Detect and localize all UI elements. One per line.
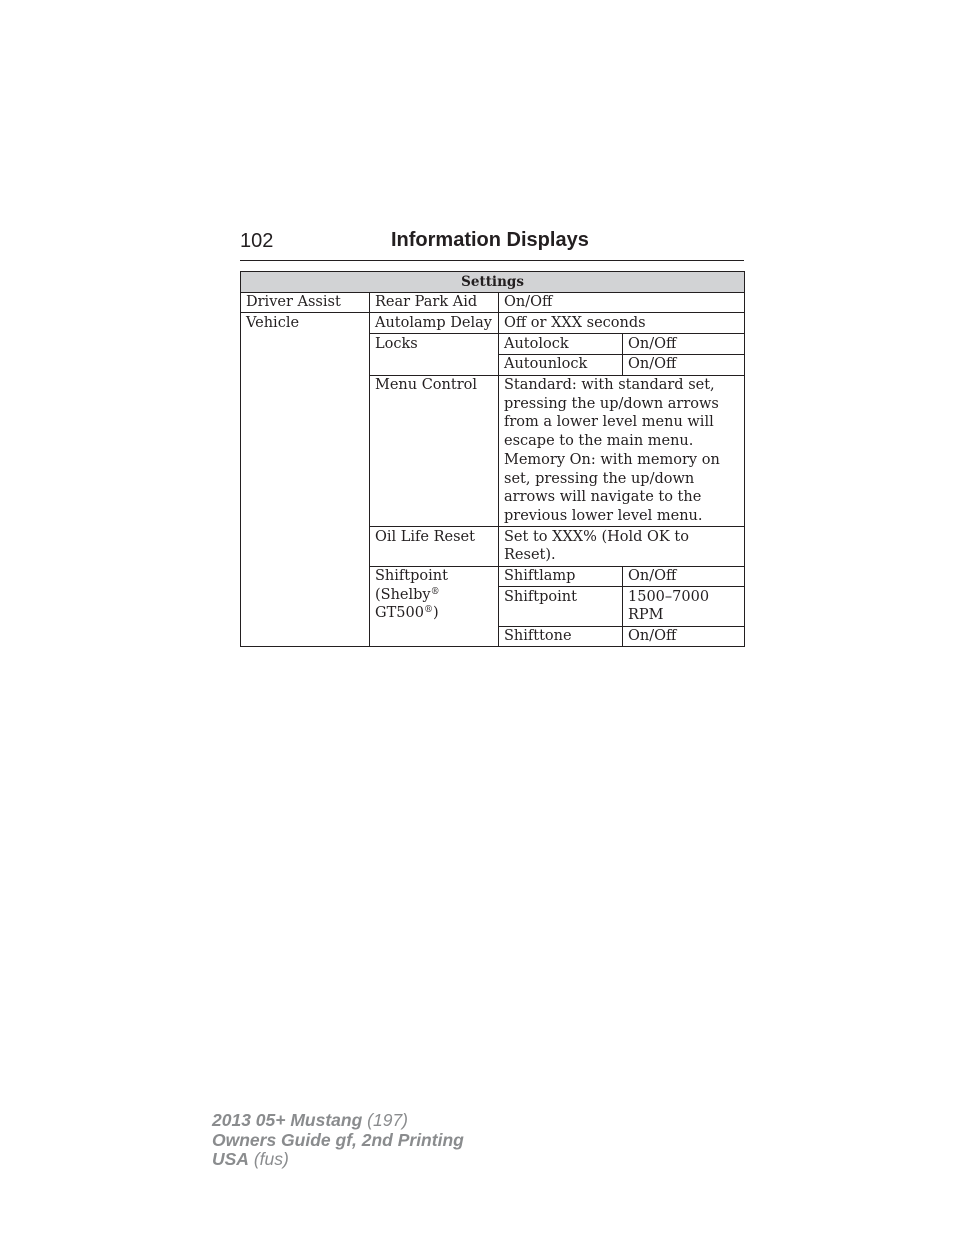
option-autolock: Autolock — [499, 334, 623, 355]
footer-guide: Owners Guide gf, 2nd Printing — [212, 1129, 464, 1150]
option-shifttone: Shifttone — [499, 626, 623, 647]
footer-line-2 — [212, 1131, 464, 1151]
table-header-row — [241, 272, 745, 293]
shiftpoint-label-close: ) — [432, 605, 439, 622]
table-title: Settings — [241, 272, 745, 293]
value-oil-life-reset: Set to XXX% (Hold OK to Reset). — [499, 527, 745, 566]
setting-locks: Locks — [370, 334, 499, 375]
category-driver-assist: Driver Assist — [241, 292, 370, 313]
category-vehicle: Vehicle — [241, 313, 370, 647]
page-header — [240, 228, 744, 261]
settings-table — [240, 271, 745, 647]
footer-line-1 — [212, 1111, 464, 1131]
setting-shiftpoint — [370, 566, 499, 647]
value-shiftlamp: On/Off — [623, 566, 745, 587]
footer-line-3 — [212, 1150, 464, 1170]
option-shiftpoint: Shiftpoint — [499, 587, 623, 626]
setting-autolamp-delay: Autolamp Delay — [370, 313, 499, 334]
value-rear-park-aid: On/Off — [499, 292, 745, 313]
option-shiftlamp: Shiftlamp — [499, 566, 623, 587]
setting-oil-life-reset: Oil Life Reset — [370, 527, 499, 566]
setting-menu-control: Menu Control — [370, 375, 499, 527]
value-shiftpoint: 1500–7000 RPM — [623, 587, 745, 626]
footer-region: USA — [212, 1149, 249, 1169]
value-autolock: On/Off — [623, 334, 745, 355]
footer-model-code: (197) — [367, 1110, 409, 1130]
page-number: 102 — [240, 230, 274, 252]
menu-control-memory-text: Memory On: with memory on set, pressing the up/down arrows will navigate to the previous lower level menu. — [504, 451, 720, 524]
value-shifttone: On/Off — [623, 626, 745, 647]
registered-mark: ® — [423, 605, 433, 616]
table-row — [241, 313, 745, 334]
footer-region-code: (fus) — [253, 1149, 289, 1169]
table-row — [241, 292, 745, 313]
section-title: Information Displays — [391, 229, 589, 251]
registered-mark: ® — [430, 586, 440, 597]
page-footer — [212, 1111, 464, 1170]
setting-rear-park-aid: Rear Park Aid — [370, 292, 499, 313]
shiftpoint-label-line1: Shiftpoint — [375, 568, 448, 585]
menu-control-standard-text: Standard: with standard set, pressing the up/down arrows from a lower level menu will escape to the main menu. — [504, 377, 719, 450]
value-autolamp-delay: Off or XXX seconds — [499, 313, 745, 334]
value-menu-control — [499, 375, 745, 527]
option-autounlock: Autounlock — [499, 354, 623, 375]
footer-model: 2013 05+ Mustang — [212, 1110, 363, 1130]
shiftpoint-label-line3: GT500 — [375, 605, 424, 622]
value-autounlock: On/Off — [623, 354, 745, 375]
shiftpoint-label-line2: (Shelby — [375, 586, 431, 603]
